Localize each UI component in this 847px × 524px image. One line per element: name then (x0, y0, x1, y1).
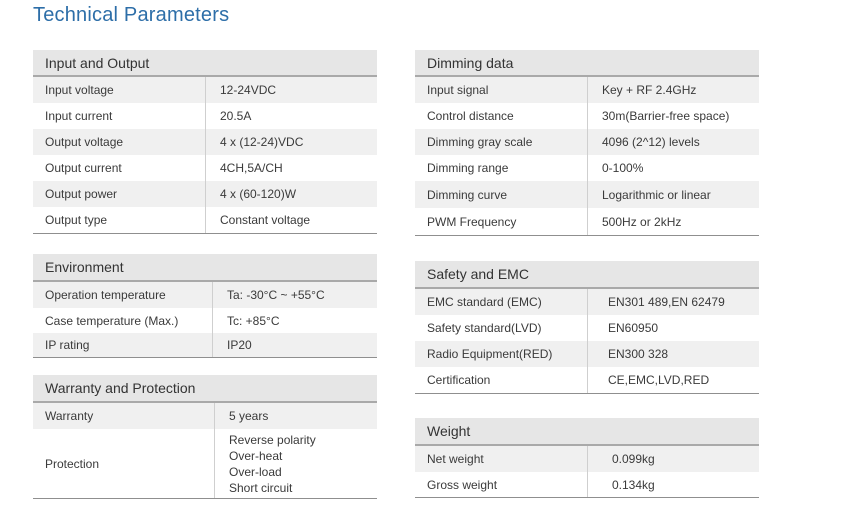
warranty-header: Warranty and Protection (33, 375, 377, 403)
row-label: Case temperature (Max.) (33, 308, 213, 333)
table-row (33, 282, 377, 308)
table-row (415, 289, 759, 315)
row-label: Output type (33, 207, 206, 233)
table-row (33, 155, 377, 181)
row-value: CE,EMC,LVD,RED (608, 373, 710, 387)
row-label: Net weight (415, 446, 588, 472)
warranty-table (33, 375, 377, 499)
row-label: Operation temperature (33, 282, 213, 308)
row-value: 20.5A (220, 109, 252, 123)
row-label: Output voltage (33, 129, 206, 155)
row-label: Input current (33, 103, 206, 129)
protection-list (215, 429, 316, 498)
table-row (33, 77, 377, 103)
row-value: Tc: +85°C (227, 313, 280, 328)
page-title: Technical Parameters (33, 4, 230, 26)
row-label: Output current (33, 155, 206, 181)
table-row (415, 155, 759, 181)
input-output-header: Input and Output (33, 50, 377, 77)
table-row (415, 208, 759, 236)
row-value: EN300 328 (608, 347, 669, 361)
row-label: Safety standard(LVD) (415, 315, 588, 341)
table-row (33, 333, 377, 358)
table-row (33, 429, 377, 499)
weight-table (415, 418, 759, 498)
table-row (33, 308, 377, 333)
row-value: EN60950 (608, 321, 659, 335)
table-row (33, 103, 377, 129)
table-row (415, 367, 759, 394)
row-value: 5 years (229, 409, 269, 423)
row-value: Ta: -30°C ~ +55°C (227, 288, 325, 302)
protection-item: Over-heat (229, 448, 283, 463)
row-value: EN301 489,EN 62479 (608, 295, 725, 309)
row-label: Certification (415, 367, 588, 393)
row-value: Constant voltage (220, 213, 311, 227)
table-row (415, 341, 759, 367)
table-row (415, 103, 759, 129)
input-output-table (33, 50, 377, 234)
table-row (415, 77, 759, 103)
table-row (415, 181, 759, 208)
weight-header: Weight (415, 418, 759, 446)
table-row (415, 315, 759, 341)
environment-table (33, 254, 377, 358)
row-label: Radio Equipment(RED) (415, 341, 588, 367)
row-label: Warranty (33, 403, 215, 429)
row-label: Protection (33, 429, 215, 498)
safety-header: Safety and EMC (415, 261, 759, 289)
row-label: IP rating (33, 333, 213, 357)
row-value: 4096 (2^12) levels (602, 135, 700, 149)
row-value: 30m(Barrier-free space) (602, 109, 730, 123)
row-value: 4 x (12-24)VDC (220, 135, 304, 149)
row-label: Output power (33, 181, 206, 207)
row-label: Input signal (415, 77, 588, 103)
row-label: Dimming range (415, 155, 588, 181)
dimming-table (415, 50, 759, 236)
row-label: Dimming curve (415, 181, 588, 208)
row-label: PWM Frequency (415, 208, 588, 235)
row-value: Logarithmic or linear (602, 187, 711, 202)
row-value: 500Hz or 2kHz (602, 214, 682, 229)
environment-header: Environment (33, 254, 377, 282)
row-label: Control distance (415, 103, 588, 129)
table-row (415, 446, 759, 472)
table-row (33, 403, 377, 429)
row-value: 0.134kg (612, 477, 655, 492)
row-value: 4CH,5A/CH (220, 161, 283, 175)
protection-item: Short circuit (229, 480, 293, 495)
row-label: EMC standard (EMC) (415, 289, 588, 315)
protection-item: Over-load (229, 464, 282, 479)
table-row (33, 207, 377, 234)
row-label: Input voltage (33, 77, 206, 103)
row-value: 12-24VDC (220, 83, 277, 97)
safety-table (415, 261, 759, 394)
row-value: IP20 (227, 338, 252, 352)
table-row (415, 129, 759, 155)
table-row (415, 472, 759, 498)
row-value: 0.099kg (612, 452, 655, 466)
row-value: Key + RF 2.4GHz (602, 83, 697, 97)
row-value: 4 x (60-120)W (220, 187, 297, 201)
table-row (33, 129, 377, 155)
table-row (33, 181, 377, 207)
row-label: Gross weight (415, 472, 588, 497)
row-value: 0-100% (602, 161, 644, 175)
row-label: Dimming gray scale (415, 129, 588, 155)
dimming-header: Dimming data (415, 50, 759, 77)
protection-item: Reverse polarity (229, 432, 316, 447)
